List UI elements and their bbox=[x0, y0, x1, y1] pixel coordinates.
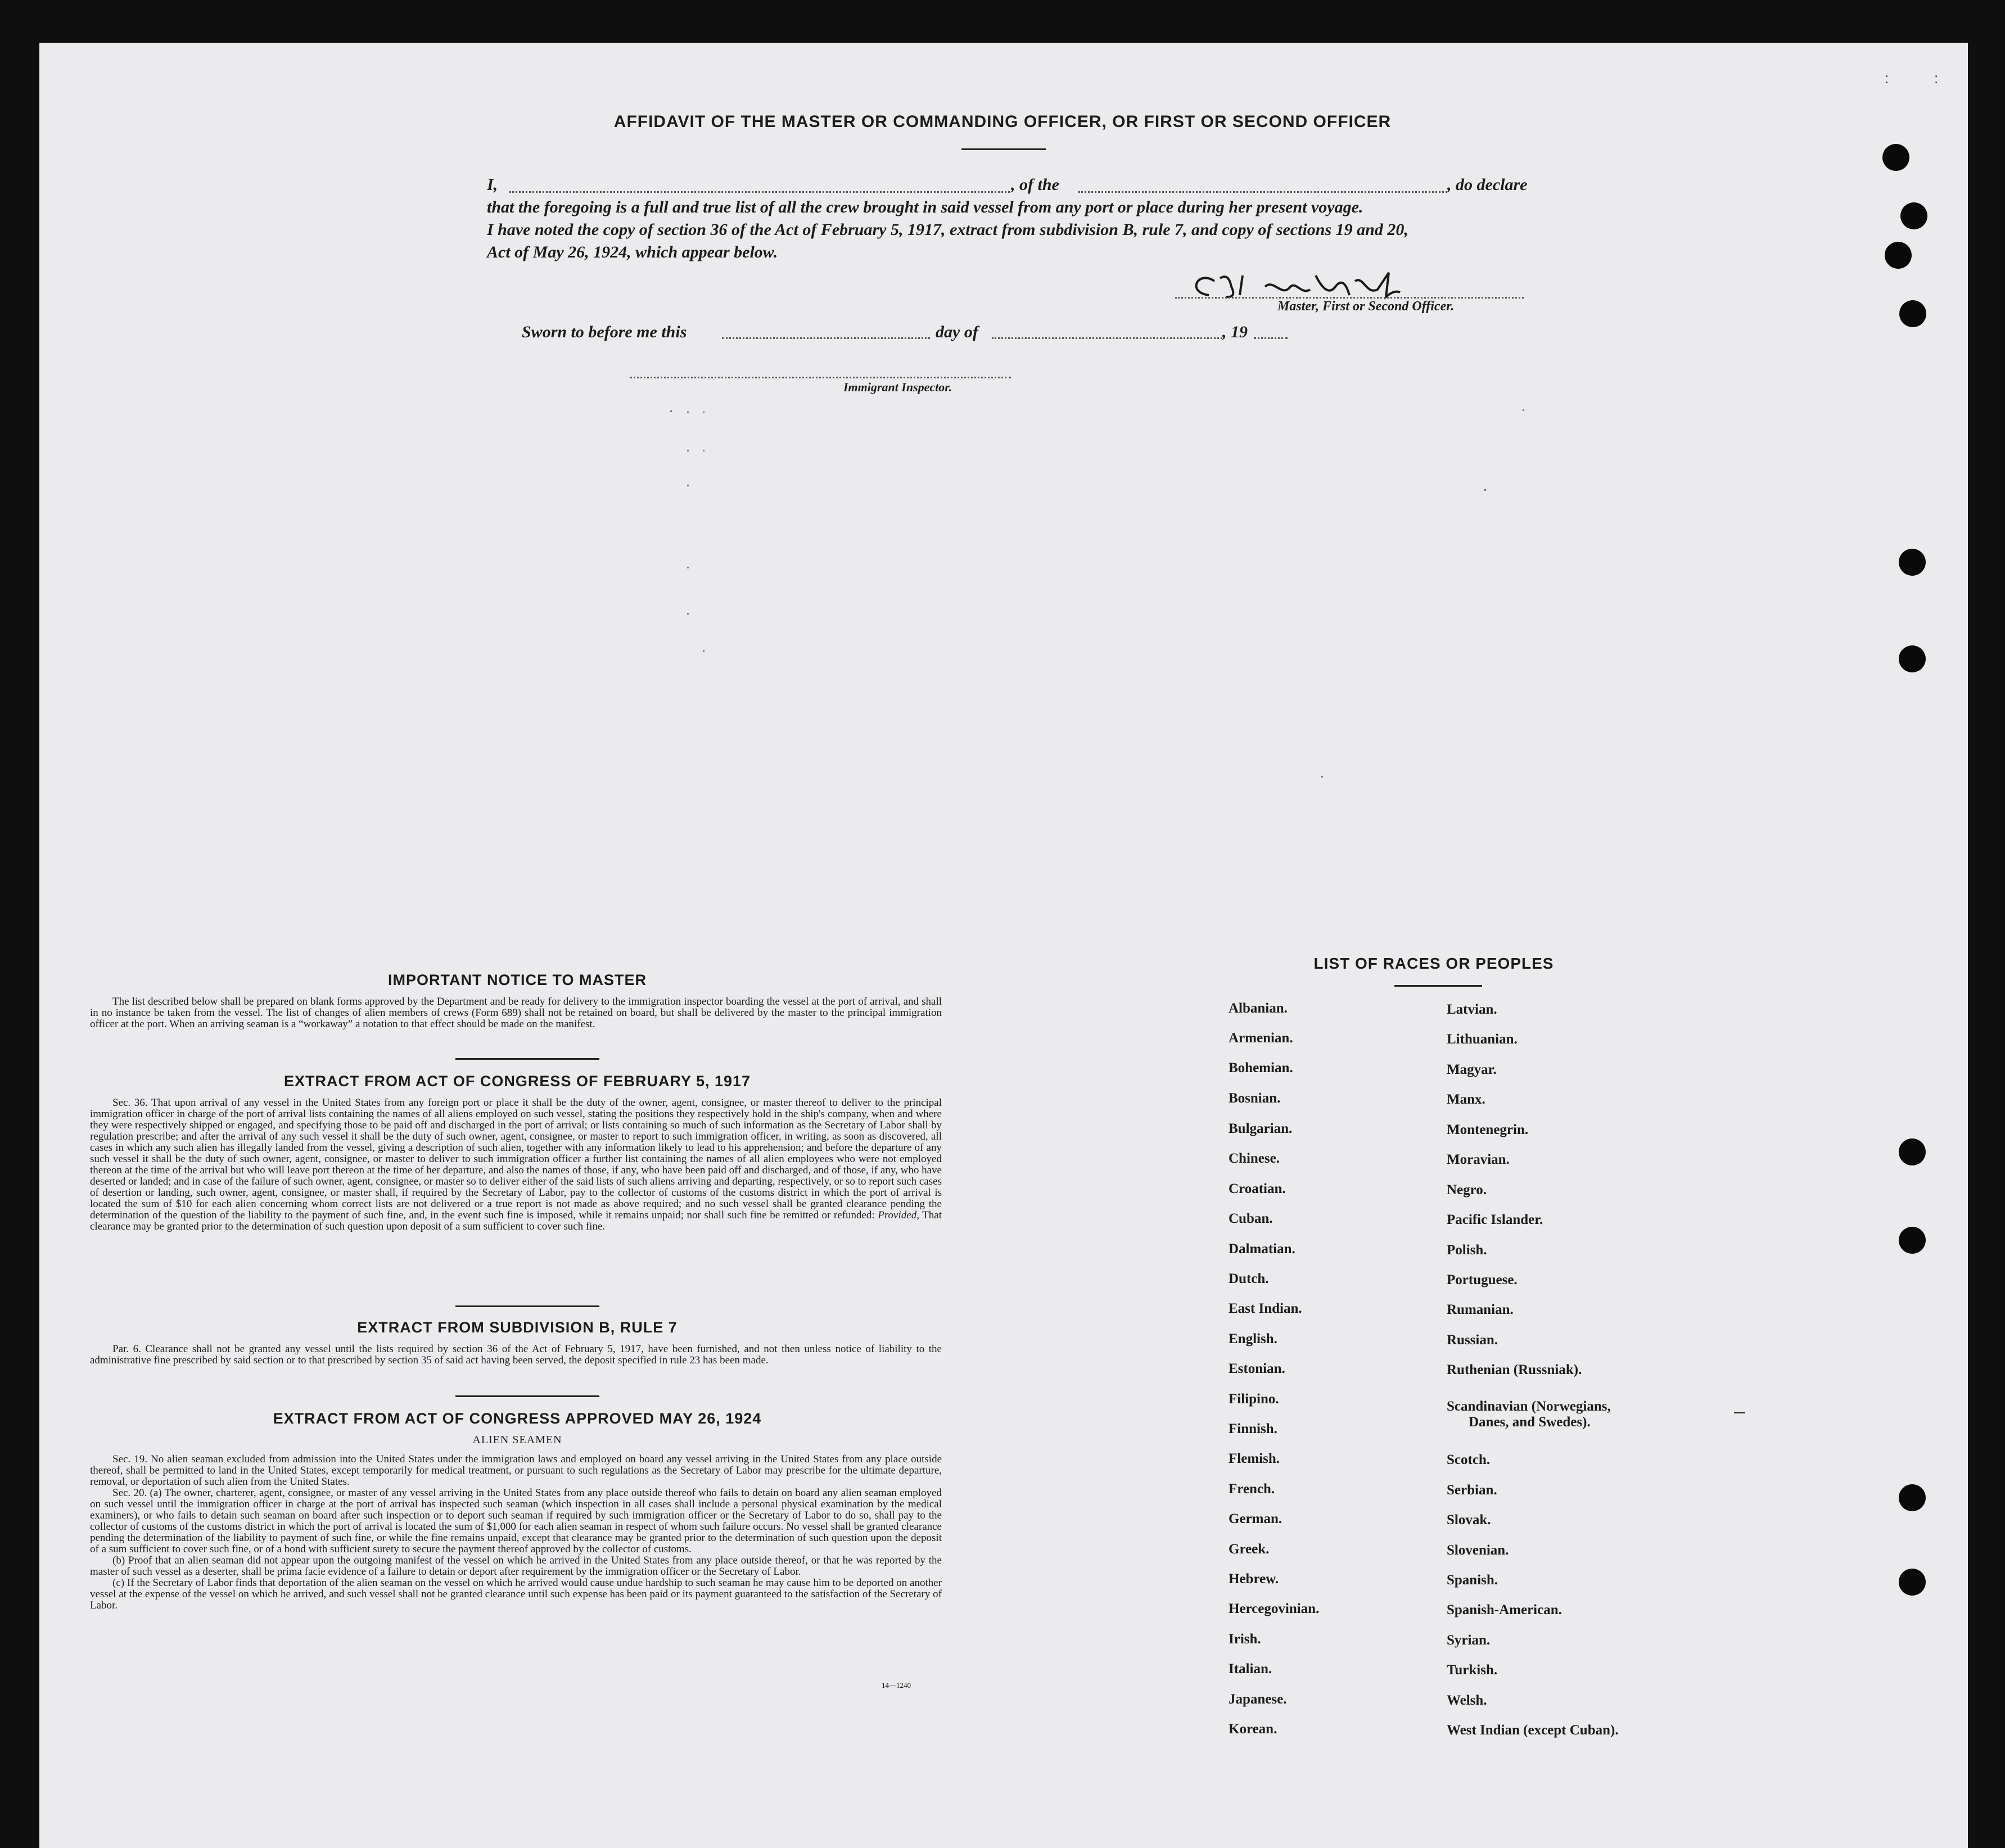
race-right: West Indian (except Cuban). bbox=[1447, 1723, 1619, 1738]
race-right: Pacific Islander. bbox=[1447, 1212, 1543, 1227]
race-right: Manx. bbox=[1447, 1092, 1485, 1107]
race-right: Negro. bbox=[1447, 1182, 1487, 1198]
race-right: Slovak. bbox=[1447, 1512, 1491, 1528]
race-left: Hercegovinian. bbox=[1229, 1601, 1320, 1616]
race-left: Flemish. bbox=[1229, 1451, 1280, 1466]
speck bbox=[687, 613, 689, 615]
notice-body: The list described below shall be prepared on blank forms approved by the Department and be ready for delivery to the immigration inspector boarding the vessel at the port of arrival, and shall in no instance be taken from the vessel. The list of changes of alien members of crews (Form 689) shall not be retained on board, but shall be delivered by the master to the principal immigration officer at the port. When an arriving seaman is a “workaway” a notation to that effect should be made on the manifest. bbox=[90, 996, 942, 1030]
sworn-year-prefix: , 19 bbox=[1222, 323, 1248, 341]
race-right: Polish. bbox=[1447, 1242, 1487, 1258]
race-right: Magyar. bbox=[1447, 1062, 1497, 1077]
corner-mark: : bbox=[1885, 70, 1889, 87]
speck bbox=[687, 412, 689, 413]
speck bbox=[1321, 776, 1323, 778]
race-left: East Indian. bbox=[1229, 1301, 1302, 1316]
race-right: Serbian. bbox=[1447, 1483, 1497, 1498]
speck bbox=[687, 485, 689, 486]
race-left: Cuban. bbox=[1229, 1211, 1273, 1226]
race-right: Ruthenian (Russniak). bbox=[1447, 1362, 1582, 1377]
race-left: Croatian. bbox=[1229, 1181, 1286, 1196]
race-left: Bulgarian. bbox=[1229, 1121, 1293, 1136]
speck bbox=[1484, 489, 1486, 491]
race-left: French. bbox=[1229, 1481, 1275, 1497]
speck bbox=[687, 450, 689, 451]
sec-19: Sec. 19. No alien seaman excluded from admission into the United States under the immigration laws and employed on board any vessel arriving in the United States from any place outside thereof, shall be permitted to land in the United States, except temporarily for medical treatment, or pursuant to such regulations as the Secretary of Labor may prescribe for the ultimate departure, removal, or deportation of such alien from the United States. bbox=[90, 1453, 942, 1488]
race-right: Syrian. bbox=[1447, 1633, 1491, 1648]
race-left: Chinese. bbox=[1229, 1151, 1280, 1166]
speck bbox=[703, 650, 705, 652]
punch-hole bbox=[1899, 645, 1926, 672]
race-left: Armenian. bbox=[1229, 1031, 1293, 1046]
race-left: Greek. bbox=[1229, 1542, 1270, 1557]
race-left: Hebrew. bbox=[1229, 1571, 1279, 1587]
speck bbox=[670, 410, 672, 412]
race-right: Moravian. bbox=[1447, 1152, 1510, 1167]
punch-hole bbox=[1899, 300, 1926, 327]
vessel-name-field[interactable] bbox=[1078, 175, 1447, 193]
race-left: Bosnian. bbox=[1229, 1091, 1281, 1106]
race-left: Japanese. bbox=[1229, 1692, 1287, 1707]
punch-hole bbox=[1899, 549, 1926, 576]
race-right: Russian. bbox=[1447, 1332, 1498, 1348]
race-left: Estonian. bbox=[1229, 1361, 1285, 1376]
race-left: Dalmatian. bbox=[1229, 1241, 1295, 1257]
punch-hole bbox=[1885, 242, 1912, 269]
form-number: 14—1240 bbox=[882, 1681, 911, 1689]
race-left: Korean. bbox=[1229, 1722, 1277, 1737]
divider bbox=[455, 1058, 599, 1060]
notice-title: IMPORTANT NOTICE TO MASTER bbox=[388, 972, 647, 988]
extract-rule7-body: Par. 6. Clearance shall not be granted any vessel until the lists required by section 36 of the Act of February 5, 1917, have been furnished, and not then unless notice of liability to the administrative fine prescribed by said section or to that prescribed by section 35 of said act having been served, the deposit specified in rule 23 has been made. bbox=[90, 1343, 942, 1366]
affidavit-line3: I have noted the copy of section 36 of the Act of February 5, 1917, extract from subdivision B, rule 7, and copy of sections 19 and 20, bbox=[487, 220, 1408, 239]
sworn-prefix: Sworn to before me this bbox=[522, 323, 687, 341]
punch-hole bbox=[1899, 1227, 1926, 1254]
speck bbox=[703, 412, 705, 413]
extract-1924-subtitle: ALIEN SEAMEN bbox=[472, 1434, 562, 1446]
extract-rule7-title: EXTRACT FROM SUBDIVISION B, RULE 7 bbox=[357, 1319, 678, 1336]
corner-mark: : bbox=[1934, 70, 1939, 87]
race-left: Albanian. bbox=[1229, 1001, 1288, 1016]
race-right: Latvian. bbox=[1447, 1002, 1497, 1017]
affidavit-i-label: I, bbox=[487, 175, 498, 194]
race-right: Welsh. bbox=[1447, 1693, 1487, 1708]
affidavit-line2: that the foregoing is a full and true list of all the crew brought in said vessel from any port or place during her present voyage. bbox=[487, 198, 1363, 216]
punch-hole bbox=[1900, 202, 1927, 229]
race-left: Dutch. bbox=[1229, 1271, 1269, 1286]
speck bbox=[703, 450, 705, 451]
punch-hole bbox=[1899, 1138, 1926, 1165]
affidavit-do-declare: , do declare bbox=[1447, 175, 1528, 194]
divider bbox=[455, 1305, 599, 1307]
race-right: Portuguese. bbox=[1447, 1272, 1518, 1287]
sworn-month-field[interactable] bbox=[992, 324, 1222, 339]
race-left: German. bbox=[1229, 1511, 1283, 1526]
inspector-caption: Immigrant Inspector. bbox=[843, 380, 952, 394]
race-right: Montenegrin. bbox=[1447, 1122, 1529, 1137]
inspector-signature-line[interactable] bbox=[630, 365, 1011, 378]
affidavit-line4: Act of May 26, 1924, which appear below. bbox=[487, 243, 778, 261]
race-left: Italian. bbox=[1229, 1661, 1272, 1677]
race-left: Bohemian. bbox=[1229, 1060, 1293, 1076]
sec-20b: (b) Proof that an alien seaman did not appear upon the outgoing manifest of the vessel on which he arrived in the United States from any place outside thereof, or that he was reported by the master of such vessel as a deserter, shall be prima facie evidence of a failure to detain or deport after requirement by the immigration officer or the Secretary of Labor. bbox=[90, 1555, 942, 1578]
extract-1917-title: EXTRACT FROM ACT OF CONGRESS OF FEBRUARY 5, 1917 bbox=[283, 1073, 751, 1090]
stray-mark bbox=[1734, 1412, 1745, 1413]
extract-1917-proviso-word: Provided, bbox=[878, 1209, 919, 1221]
race-right: Turkish. bbox=[1447, 1662, 1498, 1678]
race-right: Scandinavian (Norwegians, bbox=[1447, 1399, 1611, 1414]
speck bbox=[1523, 409, 1524, 411]
race-left: English. bbox=[1229, 1331, 1277, 1347]
affidavit-title: AFFIDAVIT OF THE MASTER OR COMMANDING OFFICER, OR FIRST OR SECOND OFFICER bbox=[613, 112, 1392, 131]
extract-1917-body: Sec. 36. That upon arrival of any vessel in the United States from any foreign port or place it shall be the duty of the owner, agent, consignee, or master thereof to deliver to the principal immigration officer in charge of the port of arrival lists containing the names of all aliens employed on such vessel, stating the positions they respectively hold in the ship's company, when and where they were respectively shipped or engaged, and specifying those to be paid off and discharged in the port of arrival; or lists containing so much of such information as the Secretary of Labor shall by regulation prescribe; and after the arrival of any such vessel it shall be the duty of such owner, agent, consignee, or master to report to such immigration officer, in writing, as soon as discovered, all cases in which any such alien has illegally landed from the vessel, giving a description of such alien, together with any information likely to lead to his apprehension; and before the departure of any such vessel it shall be the duty of such owner, agent, consignee, or master to deliver to such immigration officer a further list containing the names of all alien employees who were not employed thereon at the time of the arrival but who will leave port thereon at the time of her departure, and also the names of those, if any, who have been paid off and discharged, and of those, if any, who have deserted or landed; and in case of the failure of such owner, agent, consignee, or master so to deliver either of the said lists of such aliens arriving and departing, respectively, or so to report such cases of desertion or landing, such owner, agent, consignee, or master shall, if required by the Secretary of Labor, pay to the collector of customs of the customs district in which the port of arrival is located the sum of $10 for each alien concerning whom correct lists are not delivered or a true report is not made as above required; and no such vessel shall be granted clearance pending the determination of the question of the liability to the payment of such fine, and, in the event such fine is imposed, while it remains unpaid; nor shall such fine be remitted or refunded: bbox=[90, 1097, 942, 1221]
sworn-day-of: day of bbox=[936, 323, 978, 341]
signature-line bbox=[1175, 281, 1524, 299]
sec-20a: Sec. 20. (a) The owner, charterer, agent, consignee, or master of any vessel arriving in the United States from any place outside thereof who fails to detain on board any alien seaman employed on such vessel until the immigration officer in charge at the port of arrival has inspected such seaman (which inspection in all cases shall include a personal physical examination by the medical examiners), or who fails to detain such seaman on board after such inspection or to deport such seaman if required by such immigration officer or the Secretary of Labor to do so, shall pay to the collector of customs of the customs district in which the port of arrival is located the sum of $1,000 for each alien seaman in respect of whom such failure occurs. No vessel shall be granted clearance pending the determination of the liability to payment of such fine, or while the fine remains unpaid, except that clearance may be granted prior to the determination of such question upon the deposit of a sum sufficient to cover such fine, or of a bond with sufficient surety to secure the payment thereof approved by the collector of customs. bbox=[90, 1487, 942, 1555]
race-right: Danes, and Swedes). bbox=[1469, 1415, 1591, 1430]
divider bbox=[961, 148, 1046, 150]
punch-hole bbox=[1899, 1569, 1926, 1596]
signature-caption: Master, First or Second Officer. bbox=[1277, 299, 1455, 314]
race-left: Filipino. bbox=[1229, 1391, 1279, 1407]
declarant-name-field[interactable] bbox=[509, 175, 1010, 193]
race-right: Rumanian. bbox=[1447, 1302, 1514, 1317]
extract-1924-title: EXTRACT FROM ACT OF CONGRESS APPROVED MAY 26, 1924 bbox=[273, 1410, 762, 1427]
extract-1924-body bbox=[90, 1454, 942, 1611]
race-right: Scotch. bbox=[1447, 1452, 1491, 1467]
race-right: Spanish. bbox=[1447, 1573, 1498, 1588]
sworn-day-field[interactable] bbox=[722, 324, 930, 339]
divider bbox=[1394, 985, 1482, 987]
race-right: Lithuanian. bbox=[1447, 1032, 1518, 1047]
sworn-year-field[interactable] bbox=[1254, 324, 1288, 339]
extract-1917-proviso-rest: That clearance may be granted prior to the determination of such question upon deposit of a sum sufficient to cover such fine. bbox=[90, 1209, 942, 1232]
extract-1917-body-block bbox=[90, 1097, 942, 1232]
race-left: Finnish. bbox=[1229, 1421, 1277, 1436]
race-left: Irish. bbox=[1229, 1632, 1261, 1647]
affidavit-of-the: , of the bbox=[1011, 175, 1059, 194]
speck bbox=[687, 567, 689, 568]
punch-hole bbox=[1882, 144, 1909, 171]
punch-hole bbox=[1899, 1484, 1926, 1511]
race-right: Spanish-American. bbox=[1447, 1602, 1562, 1617]
races-title: LIST OF RACES OR PEOPLES bbox=[1313, 955, 1554, 972]
race-right: Slovenian. bbox=[1447, 1543, 1509, 1558]
divider bbox=[455, 1395, 599, 1397]
sec-20c: (c) If the Secretary of Labor finds that deportation of the alien seaman on the vessel on which he arrived would cause undue hardship to such seaman he may cause him to be deported on another vessel at the expense of the vessel on which he arrived, and such vessel shall not be granted clearance until such expense has been paid or its payment guaranteed to the satisfaction of the Secretary of Labor. bbox=[90, 1577, 942, 1611]
